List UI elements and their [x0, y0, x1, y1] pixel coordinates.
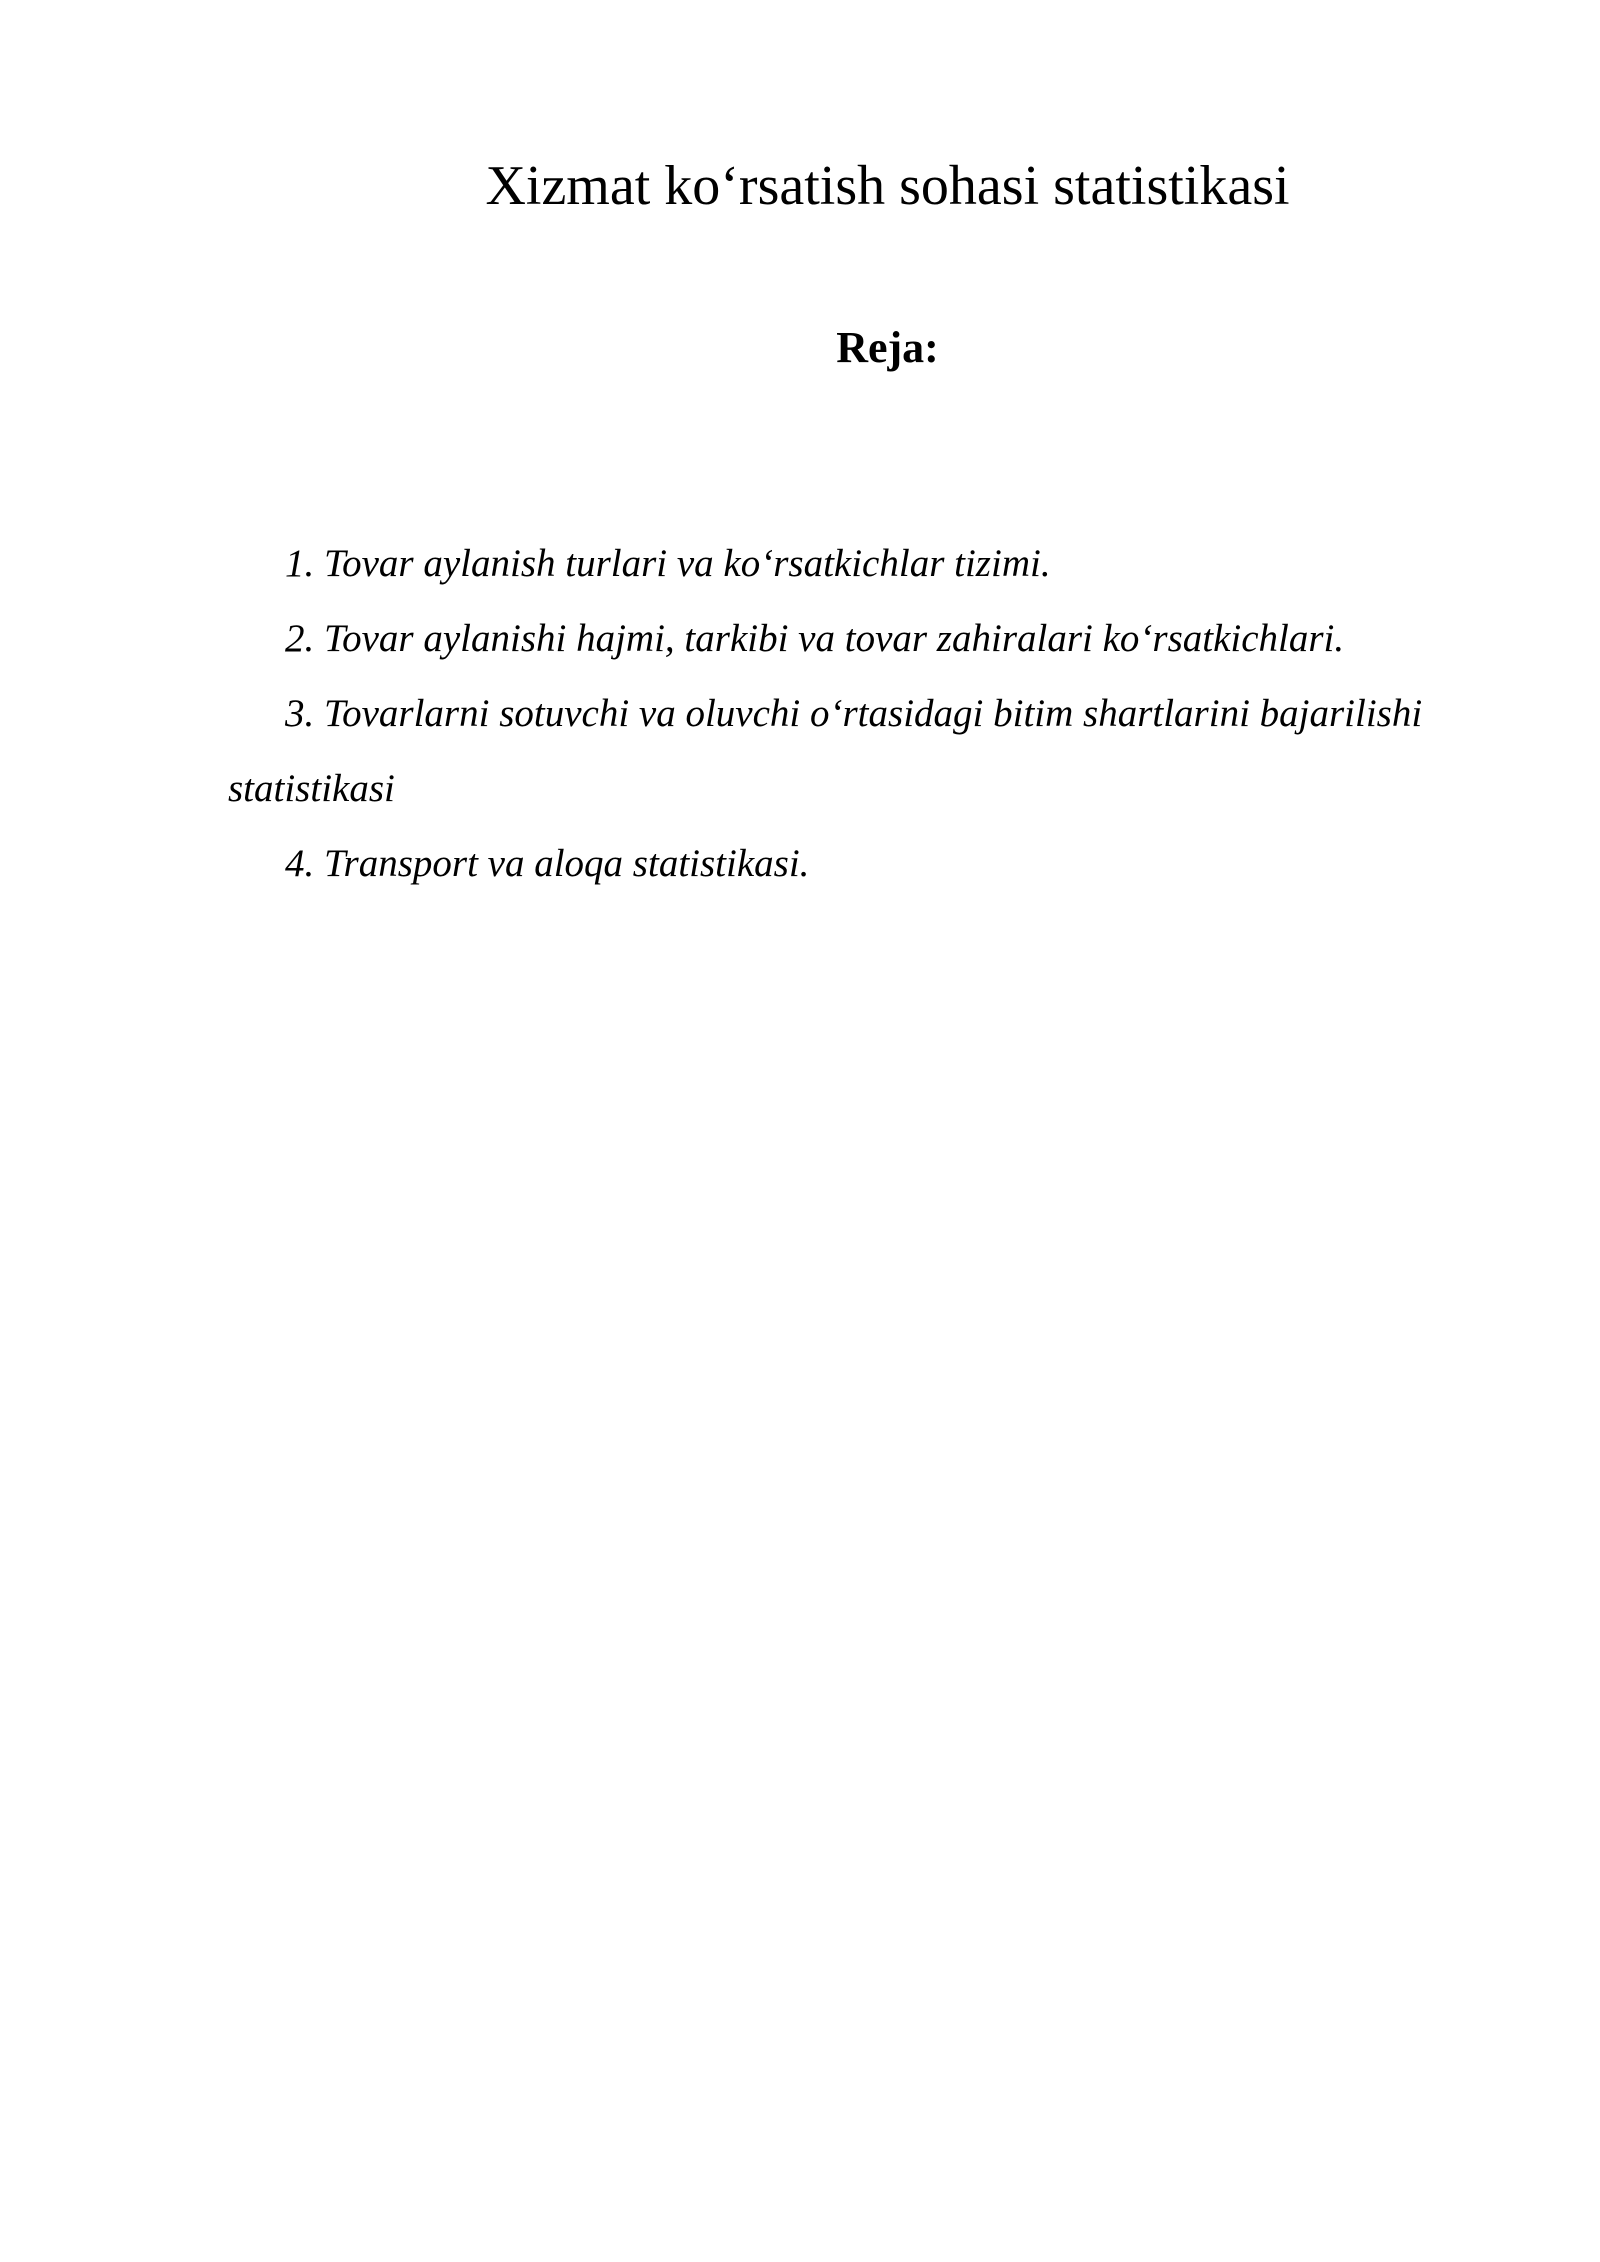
- plan-item-4: [228, 826, 1468, 901]
- plan-item-1: [228, 526, 1468, 601]
- plan-item-3: [228, 676, 1468, 826]
- plan-list: [228, 526, 1468, 901]
- plan-item-number: 4.: [285, 842, 315, 885]
- plan-item-number: 3.: [285, 692, 315, 735]
- page-title: Xizmat ko‘rsatish sohasi statistikasi: [485, 155, 1290, 217]
- plan-heading: Reja:: [836, 323, 939, 372]
- plan-item-text: Transport va aloqa statistikasi.: [324, 842, 810, 885]
- plan-item-2: [228, 601, 1468, 676]
- plan-item-number: 2.: [285, 617, 315, 660]
- plan-item-text: Tovar aylanishi hajmi, tarkibi va tovar zahiralari ko‘rsatkichlari.: [324, 617, 1345, 660]
- plan-item-text: Tovar aylanish turlari va ko‘rsatkichlar tizimi.: [324, 542, 1051, 585]
- plan-item-text: Tovarlarni sotuvchi va oluvchi o‘rtasidagi bitim shartlarini bajarilishi statistikasi: [228, 692, 1423, 810]
- plan-item-number: 1.: [285, 542, 315, 585]
